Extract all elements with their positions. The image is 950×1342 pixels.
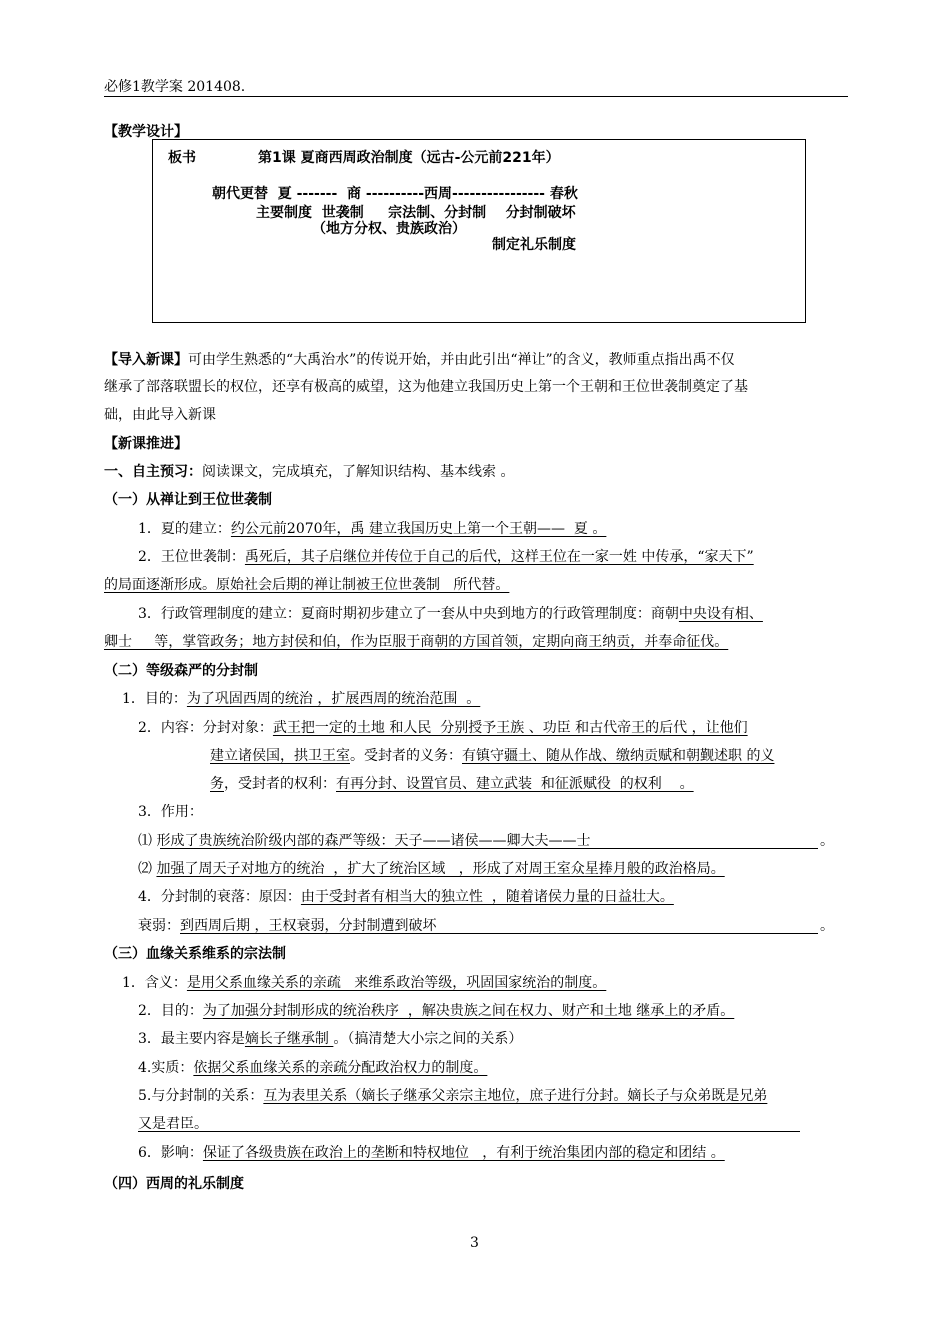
s2-effect-1-underline: [160, 848, 818, 849]
s2-rights-answer: 有再分封、设置官员、建立武装 和征派赋役 的权利 。: [336, 776, 694, 792]
s1-item-3-label: 3．行政管理制度的建立：夏商时期初步建立了一套从中央到地方的行政管理制度：商朝: [138, 606, 679, 622]
section-4-title: （四）西周的礼乐制度: [104, 1176, 244, 1192]
intro-text-2: 继承了部落联盟长的权位，还享有极高的威望，这为他建立我国历史上第一个王朝和王位世袭制奠定了基: [104, 379, 748, 395]
s2-effect-1: [138, 830, 590, 850]
s2-decline-underline: [180, 933, 818, 934]
s3-item-4-label: 4.实质：: [138, 1060, 194, 1076]
s3-item-6: [138, 1142, 725, 1162]
s2-item-1-label: 1．目的：: [122, 691, 187, 707]
s3-item-4: [138, 1057, 487, 1077]
ritual-row: 制定礼乐制度: [492, 237, 576, 253]
s2-item-4-answer: 由于受封者有相当大的独立性 ，随着诸侯力量的日益壮大。: [300, 889, 674, 905]
s3-item-3: [138, 1028, 522, 1048]
s2-item-2-line-2: [210, 745, 774, 765]
s2-decline-label: 衰弱：: [138, 918, 180, 934]
page-header: 必修1教学案 201408.: [104, 79, 246, 95]
s1-item-3-cont: 卿士 等，掌管政务；地方封侯和伯，作为臣服于商朝的方国首领，定期向商王纳贡，并奉命征伐。: [104, 634, 729, 650]
s2-obligation-label: 。受封者的义务：: [350, 748, 462, 764]
s2-obligation-answer: 有镇守疆土、随从作战、缴纳贡赋和朝觐述职 的义: [462, 748, 775, 764]
s2-item-2-answer-b: 建立诸侯国，拱卫王室: [210, 748, 350, 764]
s3-item-6-label: 6．影响：: [138, 1145, 203, 1161]
s1-item-2-answer: 禹死后，其子启继位并传位于自己的后代，这样王位在一家一姓 中传承，“家天下”: [244, 549, 754, 565]
s1-item-3: [138, 603, 763, 623]
new-lesson-heading: 【新课推进】: [104, 436, 188, 452]
s2-item-2-label: 2．内容：分封对象：: [138, 720, 273, 736]
s2-item-4: [138, 886, 674, 906]
header-rule: [104, 96, 848, 97]
s1-item-1-answer: 约公元前2070年，禹 建立我国历史上第一个王朝—— 夏 。: [230, 521, 607, 537]
s2-item-2: [138, 717, 748, 737]
s2-effect-2: [138, 858, 725, 878]
s2-item-2-line-3: [210, 773, 694, 793]
intro-text-3: 础，由此导入新课: [104, 407, 216, 423]
s2-effect-1-answer: 形成了贵族统治阶级内部的森严等级：天子——诸侯——卿大夫——士: [156, 833, 591, 849]
s2-decline-end: 。: [820, 918, 834, 934]
intro-label: 【导入新课】: [104, 352, 188, 368]
page-number: 3: [470, 1235, 479, 1251]
blackboard-label: 板书: [168, 150, 196, 166]
s3-item-2: [138, 1000, 734, 1020]
s3-item-1-label: 1．含义：: [122, 975, 187, 991]
s3-item-5-cont: 又是君臣。: [138, 1116, 208, 1132]
s2-effect-2-answer: 加强了周天子对地方的统治 ，扩大了统治区域 ，形成了对周王室众星捧月般的政治格局。: [156, 861, 725, 877]
s3-item-3-answer: 嫡长子继承制: [244, 1031, 334, 1047]
s2-effect-1-end: 。: [820, 833, 834, 849]
design-heading: 【教学设计】: [104, 124, 188, 140]
s3-item-6-answer: 保证了各级贵族在政治上的垄断和特权地位 ，有利于统治集团内部的稳定和团结 。: [202, 1145, 725, 1161]
section-3-title: （三）血缘关系维系的宗法制: [104, 946, 286, 962]
s3-item-2-answer: 为了加强分封制形成的统治秩序 ，解决贵族之间在权力、财产和土地 继承上的矛盾。: [202, 1003, 735, 1019]
system-note: （地方分权、贵族政治）: [312, 221, 466, 237]
s3-item-3-note: 。（搞清楚大小宗之间的关系）: [333, 1031, 523, 1047]
s2-decline: [138, 915, 436, 935]
s2-item-4-label: 4．分封制的衰落：原因：: [138, 889, 301, 905]
intro-text-1: 可由学生熟悉的“大禹治水”的传说开始，并由此引出“禅让”的含义，教师重点指出禹不仅: [188, 352, 735, 368]
s1-item-1: [138, 518, 606, 538]
s1-item-3-answer: 中央设有相、: [678, 606, 763, 622]
s2-effect-2-num: ⑵: [138, 861, 152, 877]
s3-item-3-label: 3．最主要内容是: [138, 1031, 245, 1047]
blackboard-title: 第1课 夏商西周政治制度（远古-公元前221年）: [258, 150, 560, 166]
s3-item-5-answer: 互为表里关系（嫡长子继承父亲宗主地位，庶子进行分封。嫡长子与众弟既是兄弟: [263, 1088, 768, 1104]
s3-item-2-label: 2．目的：: [138, 1003, 203, 1019]
s1-item-2-cont: 的局面逐渐形成。原始社会后期的禅让制被王位世袭制 所代替。: [104, 577, 510, 593]
s3-item-1: [122, 972, 606, 992]
preview-label: 一、自主预习：: [104, 464, 202, 480]
s3-item-5-underline: [138, 1131, 800, 1132]
s2-decline-answer: 到西周后期 ，王权衰弱，分封制遭到破坏: [180, 918, 437, 934]
section-2-title: （二）等级森严的分封制: [104, 663, 258, 679]
s3-item-5: [138, 1085, 767, 1105]
system-row: 主要制度 世袭制 宗法制、分封制 分封制破坏: [256, 205, 576, 221]
s3-item-5-label: 5.与分封制的关系：: [138, 1088, 264, 1104]
preview-text: 阅读课文，完成填充，了解知识结构、基本线索 。: [202, 464, 515, 480]
s1-item-1-label: 1．夏的建立：: [138, 521, 231, 537]
section-1-title: （一）从禅让到王位世袭制: [104, 492, 272, 508]
s3-item-4-answer: 依据父系血缘关系的亲疏分配政治权力的制度。: [193, 1060, 488, 1076]
s2-item-1: [122, 688, 480, 708]
s2-item-1-answer: 为了巩固西周的统治 ，扩展西周的统治范围 。: [186, 691, 481, 707]
s2-item-3: 3．作用：: [138, 804, 203, 820]
s2-obligation-answer-end: 务: [210, 776, 224, 792]
s3-item-1-answer: 是用父系血缘关系的亲疏 来维系政治等级，巩固国家统治的制度。: [186, 975, 607, 991]
s2-rights-label: ，受封者的权利：: [224, 776, 336, 792]
s1-item-2: [138, 546, 754, 566]
s2-effect-1-num: ⑴: [138, 833, 152, 849]
intro-para-1: [104, 349, 735, 369]
dynasty-row: 朝代更替 夏 ------- 商 ----------西周---------------- 春秋: [212, 186, 578, 202]
preview-line: [104, 461, 514, 481]
s1-item-2-label: 2．王位世袭制：: [138, 549, 245, 565]
s2-item-2-answer: 武王把一定的土地 和人民 分别授予王族 、功臣 和古代帝王的后代 ，让他们: [272, 720, 748, 736]
